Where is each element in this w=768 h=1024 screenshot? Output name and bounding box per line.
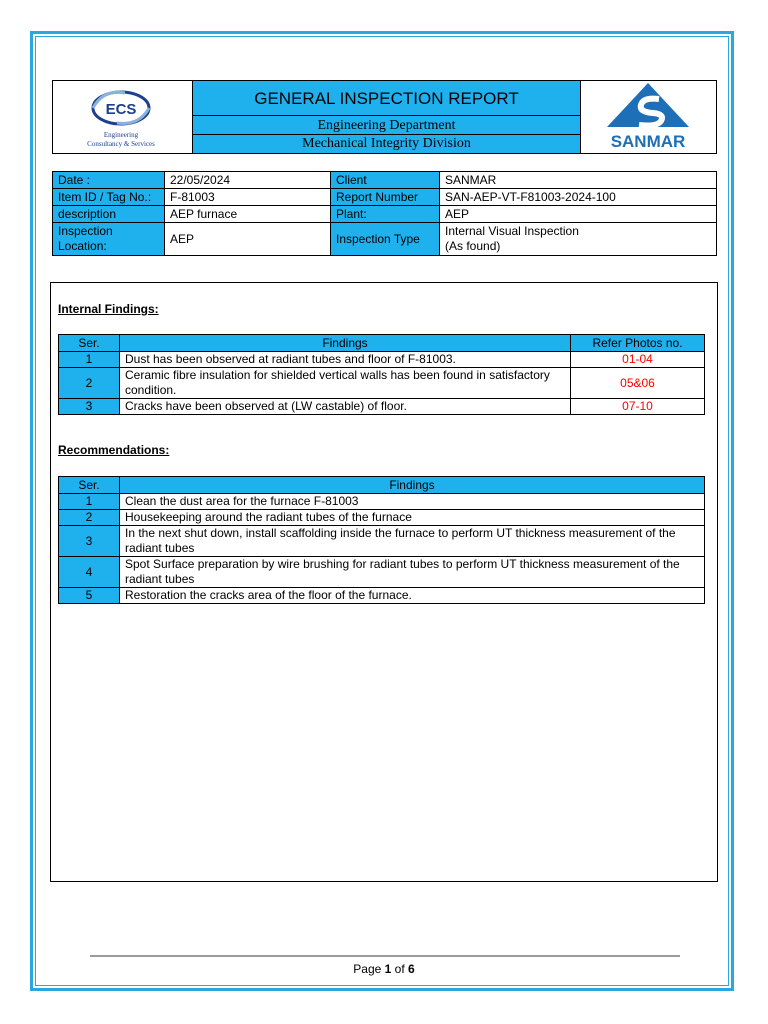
sanmar-logo-text: SANMAR	[610, 132, 686, 151]
finding-ref: 07-10	[571, 399, 705, 415]
report-header	[52, 80, 717, 154]
report-title: GENERAL INSPECTION REPORT	[193, 81, 580, 116]
recommendation-text: Restoration the cracks area of the floor of the furnace.	[120, 588, 705, 604]
inspection-type-value	[440, 223, 717, 256]
table-row	[59, 368, 705, 399]
page-number	[0, 962, 768, 976]
findings-title: Internal Findings:	[58, 302, 159, 316]
table-row	[59, 526, 705, 557]
findings-table	[58, 334, 705, 415]
table-row	[59, 588, 705, 604]
table-row	[59, 352, 705, 368]
recommendation-text: Spot Surface preparation by wire brushing for radiant tubes to perform UT thickness measurement of the radiant tubes	[120, 557, 705, 588]
finding-ser: 2	[59, 368, 120, 399]
recommendations-title: Recommendations:	[58, 443, 170, 457]
department-name: Engineering Department	[193, 116, 580, 135]
finding-text: Ceramic fibre insulation for shielded vertical walls has been found in satisfactory condition.	[120, 368, 571, 399]
finding-ser: 1	[59, 352, 120, 368]
item-value: F-81003	[165, 189, 331, 206]
findings-col-ser: Ser.	[59, 335, 120, 352]
table-row	[59, 494, 705, 510]
recommendation-ser: 4	[59, 557, 120, 588]
finding-ser: 3	[59, 399, 120, 415]
location-value: AEP	[165, 223, 331, 256]
date-value: 22/05/2024	[165, 172, 331, 189]
findings-header-row	[59, 335, 705, 352]
recommendations-table	[58, 476, 705, 604]
recommendations-col-findings: Findings	[120, 477, 705, 494]
recommendations-col-ser: Ser.	[59, 477, 120, 494]
location-label-line1: Inspection	[58, 224, 113, 238]
item-label: Item ID / Tag No.:	[53, 189, 165, 206]
recommendation-ser: 2	[59, 510, 120, 526]
recommendation-ser: 3	[59, 526, 120, 557]
findings-col-ref: Refer Photos no.	[571, 335, 705, 352]
page-total: 6	[408, 962, 415, 976]
finding-ref: 01-04	[571, 352, 705, 368]
client-value: SANMAR	[440, 172, 717, 189]
info-row	[53, 189, 717, 206]
page-sep: of	[394, 962, 405, 976]
division-name: Mechanical Integrity Division	[193, 135, 580, 153]
table-row	[59, 510, 705, 526]
plant-value: AEP	[440, 206, 717, 223]
report-number-value: SAN-AEP-VT-F81003-2024-100	[440, 189, 717, 206]
page-current: 1	[384, 962, 392, 976]
info-row	[53, 206, 717, 223]
table-row	[59, 557, 705, 588]
recommendation-text: Housekeeping around the radiant tubes of the furnace	[120, 510, 705, 526]
ecs-logo-line1: Engineering	[103, 131, 139, 139]
date-label: Date :	[53, 172, 165, 189]
inspection-type-label: Inspection Type	[331, 223, 440, 256]
report-number-label: Report Number	[331, 189, 440, 206]
client-label: Client	[331, 172, 440, 189]
location-label	[53, 223, 165, 256]
report-info-table	[52, 171, 717, 256]
ecs-logo	[53, 81, 193, 153]
sanmar-logo	[580, 81, 716, 153]
recommendations-header-row	[59, 477, 705, 494]
finding-text: Cracks have been observed at (LW castable) of floor.	[120, 399, 571, 415]
recommendation-ser: 1	[59, 494, 120, 510]
recommendation-text: Clean the dust area for the furnace F-81003	[120, 494, 705, 510]
finding-ref: 05&06	[571, 368, 705, 399]
info-row	[53, 172, 717, 189]
inspection-type-line1: Internal Visual Inspection	[445, 224, 579, 238]
description-label: description	[53, 206, 165, 223]
findings-col-findings: Findings	[120, 335, 571, 352]
recommendation-ser: 5	[59, 588, 120, 604]
inspection-type-line2: (As found)	[445, 239, 501, 253]
info-row	[53, 223, 717, 256]
table-row	[59, 399, 705, 415]
description-value: AEP furnace	[165, 206, 331, 223]
ecs-logo-text: ECS	[105, 101, 137, 118]
finding-text: Dust has been observed at radiant tubes and floor of F-81003.	[120, 352, 571, 368]
ecs-logo-line2: Consultancy & Services	[87, 140, 155, 148]
location-label-line2: Location:	[58, 239, 107, 253]
page-prefix: Page	[353, 962, 382, 976]
plant-label: Plant:	[331, 206, 440, 223]
footer-divider	[90, 955, 680, 957]
recommendation-text: In the next shut down, install scaffolding inside the furnace to perform UT thickness measurement of the radiant tubes	[120, 526, 705, 557]
